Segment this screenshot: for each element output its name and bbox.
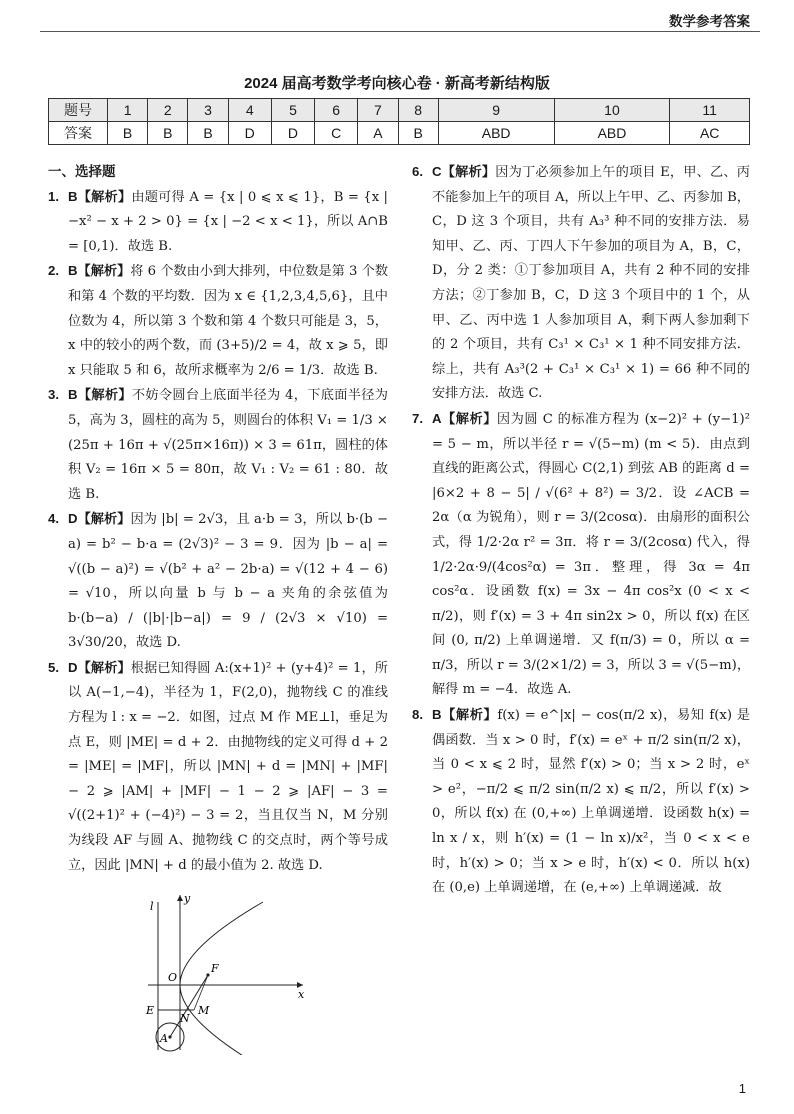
y-axis-arrow-icon [177,895,183,901]
label-o: O [168,971,178,985]
row-label: 答案 [49,122,108,145]
answer-cell: AC [670,122,750,145]
point-a [168,1036,171,1039]
answer-tag: D【解析】 [68,511,131,527]
item-body [68,656,388,878]
solution-text: 根据已知得圆 A:(x+1)² + (y+4)² = 1，所以 A(−1,−4)，半径为 1，F(2,0)，抛物线 C 的准线方程为 l : x = −2．如图，过点 M 作 ME⊥l，垂足为点 E，则 |ME| = d + 2．由抛物线的定义可得 d + 2 = |ME| = |MF|，所以 |MN| + d = |MN| + |MF| − 2 ⩾ |AM| + |MF| − 1 − 2 ⩾ |AF| − 3 = √((2+1)² + (−4)²) − 3 = 2，当且仅当 N，M 分别为线段 AF 与圆 A、抛物线 C 的交点时，两个等号成立，因此 |MN| + d 的最小值为 2. 故选 D. [68,660,388,873]
item-body [432,407,750,703]
question-number: 5 [271,99,314,122]
answer-cell: B [398,122,438,145]
solution-text: 将 6 个数由小到大排列，中位数是第 3 个数和第 4 个数的平均数．因为 x ∈ {1,2,3,4,5,6}，且中位数为 4，所以第 3 个数和第 4 个数只可能是 3，5，x 中的较小的两个数，而 (3+5)/2 = 4，故 x ⩾ 5，即 x 只能取 5 和 6，故所求概率为 2/6 = 1/3．故选 B. [68,264,389,378]
item-number: 3. [48,387,59,403]
left-column [48,160,388,1065]
answer-cell: D [228,122,271,145]
question-number-row [49,99,750,122]
row-label: 题号 [49,99,108,122]
answer-tag: A【解析】 [432,410,497,426]
answer-tag: B【解析】 [68,263,131,279]
answer-tag: C【解析】 [432,164,496,179]
question-number: 8 [398,99,438,122]
answer-tag: D【解析】 [68,659,131,675]
item-body [432,160,750,407]
item-body [68,507,388,656]
question-number: 6 [315,99,358,122]
question-number: 10 [554,99,670,122]
label-e: E [146,1004,155,1018]
answer-cell: A [358,122,398,145]
solution-text: 不妨令圆台上底面半径为 4，下底面半径为 5，高为 3，圆柱的高为 5，则圆台的体积 V₁ = 1/3 × (25π + 16π + √(25π×16π)) × 3 = 61π，圆柱的体积 V₂ = 16π × 5 = 80π，故 V₁ : V₂ = 61 : 80．故选 B. [68,388,388,502]
solution-item [48,259,388,383]
point-f [206,974,209,977]
solution-item [48,383,388,507]
answer-cell: D [271,122,314,145]
label-m: M [198,1004,210,1018]
label-l: l [150,900,154,914]
label-n: N [180,1012,190,1026]
label-a: A [160,1032,168,1046]
item-number: 6. [412,164,423,179]
solution-item [48,507,388,656]
page-title: 2024 届高考数学考向核心卷 · 新高考新结构版 [244,75,550,92]
solution-item [48,185,388,260]
answer-tag: B【解析】 [68,387,132,403]
item-body [432,703,750,901]
answer-cell: B [108,122,148,145]
answer-cell: ABD [554,122,670,145]
label-f: F [211,962,219,976]
section-title: 一、选择题 [48,164,116,179]
item-number: 1. [48,188,59,204]
solution-text: 因为 |b| = 2√3，且 a·b = 3，所以 b·(b − a) = b² − b·a = (2√3)² − 3 = 9．因为 |b − a| = √((b − a)²) = √(b² + a² − 2b·a) = √(12 + 4 − 6) = √10，所以向量 b 与 b − a 夹角的余弦值为 b·(b−a) / (|b|·|b−a|) = 9 / (2√3 × √10) = 3√30/20，故选 D. [68,512,388,651]
answer-cell: C [315,122,358,145]
answer-key-table [48,98,750,145]
item-number: 4. [48,511,59,527]
item-number: 8. [412,707,423,723]
item-body [68,383,388,507]
solution-item [48,656,388,878]
question-number: 9 [438,99,554,122]
item-body [68,185,388,260]
question-number: 11 [670,99,750,122]
solution-text: 因为圆 C 的标准方程为 (x−2)² + (y−1)² = 5 − m，所以半径 r = √(5−m) (m < 5)．由点到直线的距离公式，得圆心 C(2,1) 到弦 AB 的距离 d = |6×2 + 8 − 5| / √(6² + 8²) = 3/2．设 ∠ACB = 2α（α 为锐角），则 r = 3/(2cosα)．由扇形的面积公式，得 1/2·2α r² = 3π．将 r = 3/(2cosα) 代入，得 1/2·2α·9/(4cos²α) = 3π．整理，得 3α = 4π cos²α．设函数 f(x) = 3x − 4π cos²x (0 < x < π/2)，则 f′(x) = 3 + 4π sin2x > 0，所以 f(x) 在区间 (0, π/2) 上单调递增．又 f(π/3) = 0，所以 α = π/3，所以 r = 3/(2×1/2) = 3，所以 3 = √(5−m)，解得 m = −4．故选 A. [432,411,751,698]
solution-item [412,703,750,901]
answer-row [49,122,750,145]
solution-text: 由题可得 A = {x | 0 ⩽ x ⩽ 1}，B = {x | −x² − x + 2 > 0} = {x | −2 < x < 1}，所以 A∩B = [0,1)．故选 B. [68,189,388,254]
answer-cell: B [188,122,228,145]
answer-cell: ABD [438,122,554,145]
item-body [68,259,388,383]
question-number: 1 [108,99,148,122]
parabola-curve [180,902,263,1055]
solution-item [412,160,750,407]
parabola-circle-figure [138,890,308,1055]
answer-tag: B【解析】 [68,188,132,204]
page-number: 1 [738,1081,746,1096]
question-number: 3 [188,99,228,122]
answer-cell: B [148,122,188,145]
solution-text: f(x) = e^|x| − cos(π/2 x)，易知 f(x) 是偶函数．当 x > 0 时，f′(x) = eˣ + π/2 sin(π/2 x)，当 0 < x ⩽ 2 时，显然 f′(x) > 0；当 x > 2 时，eˣ > e²，−π/2 ⩽ π/2 sin(π/2 x) ⩽ π/2，所以 f′(x) > 0，所以 f(x) 在 (0,+∞) 上单调递增．设函数 h(x) = ln x / x，则 h′(x) = (1 − ln x)/x²，当 0 < x < e 时，h′(x) > 0；当 x > e 时，h′(x) < 0．所以 h(x) 在 (0,e) 上单调递增，在 (e,+∞) 上单调递减．故 [432,708,750,896]
right-column [412,160,750,901]
item-number: 7. [412,410,423,426]
item-number: 2. [48,263,59,279]
question-number: 2 [148,99,188,122]
document-section-label: 数学参考答案 [669,14,750,29]
label-x: x [298,988,305,1002]
solution-item [412,407,750,703]
question-number: 4 [228,99,271,122]
label-y: y [184,892,191,906]
solution-text: 因为丁必须参加上午的项目 E，甲、乙、丙不能参加上午的项目 A，所以上午甲、乙、丙参加 B，C，D 这 3 个项目，共有 A₃³ 种不同的安排方法．易知甲、乙、丙、丁四人下午参加的项目为 A，B，C，D，分 2 类：①丁参加项目 A，共有 2 种不同的安排方法；②丁参加 B，C，D 这 3 个项目中的 1 个，从甲、乙、丙中选 1 人参加项目 A，剩下两人参加剩下的 2 个项目，共有 C₃¹ × C₃¹ × 1 种不同安排方法．综上，共有 A₃³(2 + C₃¹ × C₃¹ × 1) = 66 种不同的安排方法．故选 C. [432,165,750,402]
header-rule [40,31,760,32]
answer-tag: B【解析】 [432,707,498,723]
item-number: 5. [48,659,59,675]
question-number: 7 [358,99,398,122]
